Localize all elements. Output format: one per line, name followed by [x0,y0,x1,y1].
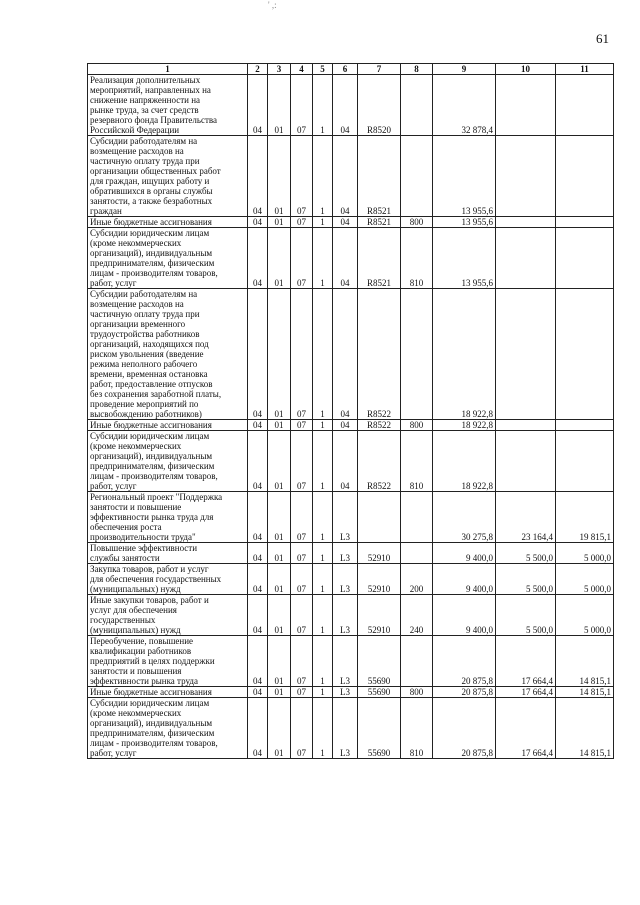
code-col-2: 04 [248,420,268,431]
code-col-7: R8520 [358,75,401,136]
code-col-4: 07 [291,564,313,595]
code-col-7: R8522 [358,431,401,492]
code-col-7: R8522 [358,420,401,431]
row-name: Иные бюджетные ассигнования [88,420,248,431]
code-col-8: 200 [401,564,433,595]
amount-col-10 [496,289,556,420]
code-col-7: 55690 [358,636,401,687]
amount-col-10 [496,420,556,431]
code-col-7: 52910 [358,564,401,595]
code-col-8: 800 [401,217,433,228]
code-col-4: 07 [291,420,313,431]
code-col-5: 1 [313,543,333,564]
amount-col-11: 14 815,1 [556,687,614,698]
column-header: 11 [556,64,614,75]
amount-col-9: 13 955,6 [433,228,496,289]
code-col-5: 1 [313,687,333,698]
code-col-5: 1 [313,228,333,289]
code-col-3: 01 [268,217,291,228]
table-body [88,75,614,759]
code-col-5: 1 [313,75,333,136]
table-row [88,431,614,492]
amount-col-11: 19 815,1 [556,492,614,543]
code-col-6: L3 [333,543,358,564]
code-col-8 [401,636,433,687]
code-col-6: L3 [333,636,358,687]
code-col-3: 01 [268,698,291,759]
code-col-2: 04 [248,636,268,687]
table-row [88,492,614,543]
table-row [88,217,614,228]
table-row [88,289,614,420]
code-col-3: 01 [268,564,291,595]
code-col-3: 01 [268,687,291,698]
code-col-6: L3 [333,595,358,636]
code-col-2: 04 [248,543,268,564]
amount-col-9: 9 400,0 [433,564,496,595]
column-header: 4 [291,64,313,75]
code-col-2: 04 [248,136,268,217]
code-col-6: 04 [333,289,358,420]
code-col-4: 07 [291,289,313,420]
row-name: Иные бюджетные ассигнования [88,687,248,698]
table-row [88,136,614,217]
code-col-6: L3 [333,564,358,595]
code-col-2: 04 [248,687,268,698]
column-header: 9 [433,64,496,75]
row-name: Переобучение, повышение квалификации работников предприятий в целях поддержки занятости и повышения эффективности рынка труда [88,636,248,687]
table-row [88,564,614,595]
table-row [88,228,614,289]
code-col-3: 01 [268,228,291,289]
column-header: 7 [358,64,401,75]
amount-col-10: 5 500,0 [496,543,556,564]
code-col-6: 04 [333,431,358,492]
code-col-2: 04 [248,431,268,492]
code-col-4: 07 [291,75,313,136]
row-name: Региональный проект "Поддержка занятости и повышение эффективности рынка труда для обеспечения роста производительности труда" [88,492,248,543]
amount-col-9: 20 875,8 [433,636,496,687]
row-name: Субсидии юридическим лицам (кроме некоммерческих организаций), индивидуальным предпринимателям, физическим лицам - производителям товаров, работ, услуг [88,698,248,759]
column-header: 1 [88,64,248,75]
code-col-2: 04 [248,228,268,289]
code-col-4: 07 [291,431,313,492]
amount-col-10: 5 500,0 [496,595,556,636]
code-col-2: 04 [248,564,268,595]
code-col-8 [401,75,433,136]
code-col-2: 04 [248,217,268,228]
code-col-4: 07 [291,217,313,228]
amount-col-11: 5 000,0 [556,564,614,595]
code-col-8: 810 [401,228,433,289]
code-col-7: R8522 [358,289,401,420]
table-row [88,75,614,136]
amount-col-10 [496,431,556,492]
code-col-8: 800 [401,687,433,698]
amount-col-10 [496,75,556,136]
code-col-4: 07 [291,543,313,564]
amount-col-11: 5 000,0 [556,543,614,564]
code-col-5: 1 [313,595,333,636]
amount-col-10 [496,228,556,289]
code-col-4: 07 [291,636,313,687]
code-col-7: 52910 [358,543,401,564]
amount-col-9: 20 875,8 [433,698,496,759]
code-col-7: R8521 [358,217,401,228]
code-col-8: 800 [401,420,433,431]
code-col-3: 01 [268,136,291,217]
code-col-5: 1 [313,698,333,759]
budget-table [87,63,614,759]
amount-col-11: 5 000,0 [556,595,614,636]
code-col-7: R8521 [358,228,401,289]
code-col-7: 55690 [358,687,401,698]
code-col-8 [401,492,433,543]
amount-col-10: 17 664,4 [496,698,556,759]
code-col-3: 01 [268,595,291,636]
amount-col-9: 18 922,8 [433,289,496,420]
code-col-8: 810 [401,698,433,759]
code-col-4: 07 [291,595,313,636]
amount-col-10 [496,136,556,217]
amount-col-11 [556,136,614,217]
code-col-7: 55690 [358,698,401,759]
table-row [88,636,614,687]
code-col-2: 04 [248,698,268,759]
code-col-5: 1 [313,492,333,543]
amount-col-9: 18 922,8 [433,420,496,431]
amount-col-9: 13 955,6 [433,217,496,228]
code-col-8: 240 [401,595,433,636]
amount-col-11: 14 815,1 [556,636,614,687]
table-row [88,543,614,564]
row-name: Субсидии юридическим лицам (кроме некоммерческих организаций), индивидуальным предпринимателям, физическим лицам - производителям товаров, работ, услуг [88,228,248,289]
amount-col-10 [496,217,556,228]
code-col-2: 04 [248,75,268,136]
code-col-8 [401,289,433,420]
column-header: 3 [268,64,291,75]
column-header: 8 [401,64,433,75]
code-col-7: R8521 [358,136,401,217]
column-header: 6 [333,64,358,75]
amount-col-11 [556,217,614,228]
row-name: Реализация дополнительных мероприятий, направленных на снижение напряженности на рынке труда, за счет средств резервного фонда Правительства Российской Федерации [88,75,248,136]
amount-col-11 [556,75,614,136]
amount-col-10: 5 500,0 [496,564,556,595]
amount-col-11 [556,420,614,431]
row-name: Субсидии работодателям на возмещение расходов на частичную оплату труда при организации общественных работ для граждан, ищущих работу и обратившихся в органы службы занятости, а также безработных граждан [88,136,248,217]
code-col-5: 1 [313,289,333,420]
amount-col-9: 30 275,8 [433,492,496,543]
amount-col-11: 14 815,1 [556,698,614,759]
table-row [88,687,614,698]
table-header-row [88,64,614,75]
amount-col-9: 9 400,0 [433,595,496,636]
code-col-2: 04 [248,289,268,420]
code-col-6: 04 [333,217,358,228]
amount-col-10: 17 664,4 [496,687,556,698]
code-col-3: 01 [268,636,291,687]
code-col-2: 04 [248,595,268,636]
code-col-3: 01 [268,431,291,492]
column-header: 5 [313,64,333,75]
code-col-4: 07 [291,136,313,217]
code-col-7: 52910 [358,595,401,636]
code-col-2: 04 [248,492,268,543]
row-name: Закупка товаров, работ и услуг для обеспечения государственных (муниципальных) нужд [88,564,248,595]
row-name: Иные закупки товаров, работ и услуг для обеспечения государственных (муниципальных) нужд [88,595,248,636]
code-col-3: 01 [268,75,291,136]
code-col-8: 810 [401,431,433,492]
scan-mark: ' ,: [268,0,277,10]
code-col-8 [401,543,433,564]
row-name: Субсидии работодателям на возмещение расходов на частичную оплату труда при организации временного трудоустройства работников организаций, находящихся под риском увольнения (введение режима неполного рабочего времени, временная остановка работ, предоставление отпусков без сохранения заработной платы, проведение мероприятий по высвобождению работников) [88,289,248,420]
code-col-6: L3 [333,492,358,543]
amount-col-9: 20 875,8 [433,687,496,698]
amount-col-10: 23 164,4 [496,492,556,543]
page-number: 61 [596,31,609,46]
code-col-6: L3 [333,687,358,698]
code-col-7 [358,492,401,543]
column-header: 2 [248,64,268,75]
code-col-6: 04 [333,420,358,431]
code-col-6: 04 [333,75,358,136]
code-col-5: 1 [313,636,333,687]
code-col-6: 04 [333,228,358,289]
code-col-4: 07 [291,687,313,698]
table-row [88,698,614,759]
code-col-5: 1 [313,217,333,228]
code-col-3: 01 [268,492,291,543]
code-col-4: 07 [291,228,313,289]
code-col-6: 04 [333,136,358,217]
row-name: Субсидии юридическим лицам (кроме некоммерческих организаций), индивидуальным предпринимателям, физическим лицам - производителям товаров, работ, услуг [88,431,248,492]
amount-col-10: 17 664,4 [496,636,556,687]
column-header: 10 [496,64,556,75]
code-col-4: 07 [291,698,313,759]
code-col-4: 07 [291,492,313,543]
amount-col-11 [556,431,614,492]
amount-col-11 [556,289,614,420]
table-row [88,595,614,636]
code-col-3: 01 [268,543,291,564]
table-row [88,420,614,431]
amount-col-11 [556,228,614,289]
row-name: Повышение эффективности службы занятости [88,543,248,564]
code-col-6: L3 [333,698,358,759]
amount-col-9: 13 955,6 [433,136,496,217]
amount-col-9: 9 400,0 [433,543,496,564]
row-name: Иные бюджетные ассигнования [88,217,248,228]
code-col-3: 01 [268,289,291,420]
code-col-5: 1 [313,431,333,492]
code-col-5: 1 [313,136,333,217]
code-col-3: 01 [268,420,291,431]
code-col-8 [401,136,433,217]
amount-col-9: 32 878,4 [433,75,496,136]
amount-col-9: 18 922,8 [433,431,496,492]
code-col-5: 1 [313,420,333,431]
code-col-5: 1 [313,564,333,595]
